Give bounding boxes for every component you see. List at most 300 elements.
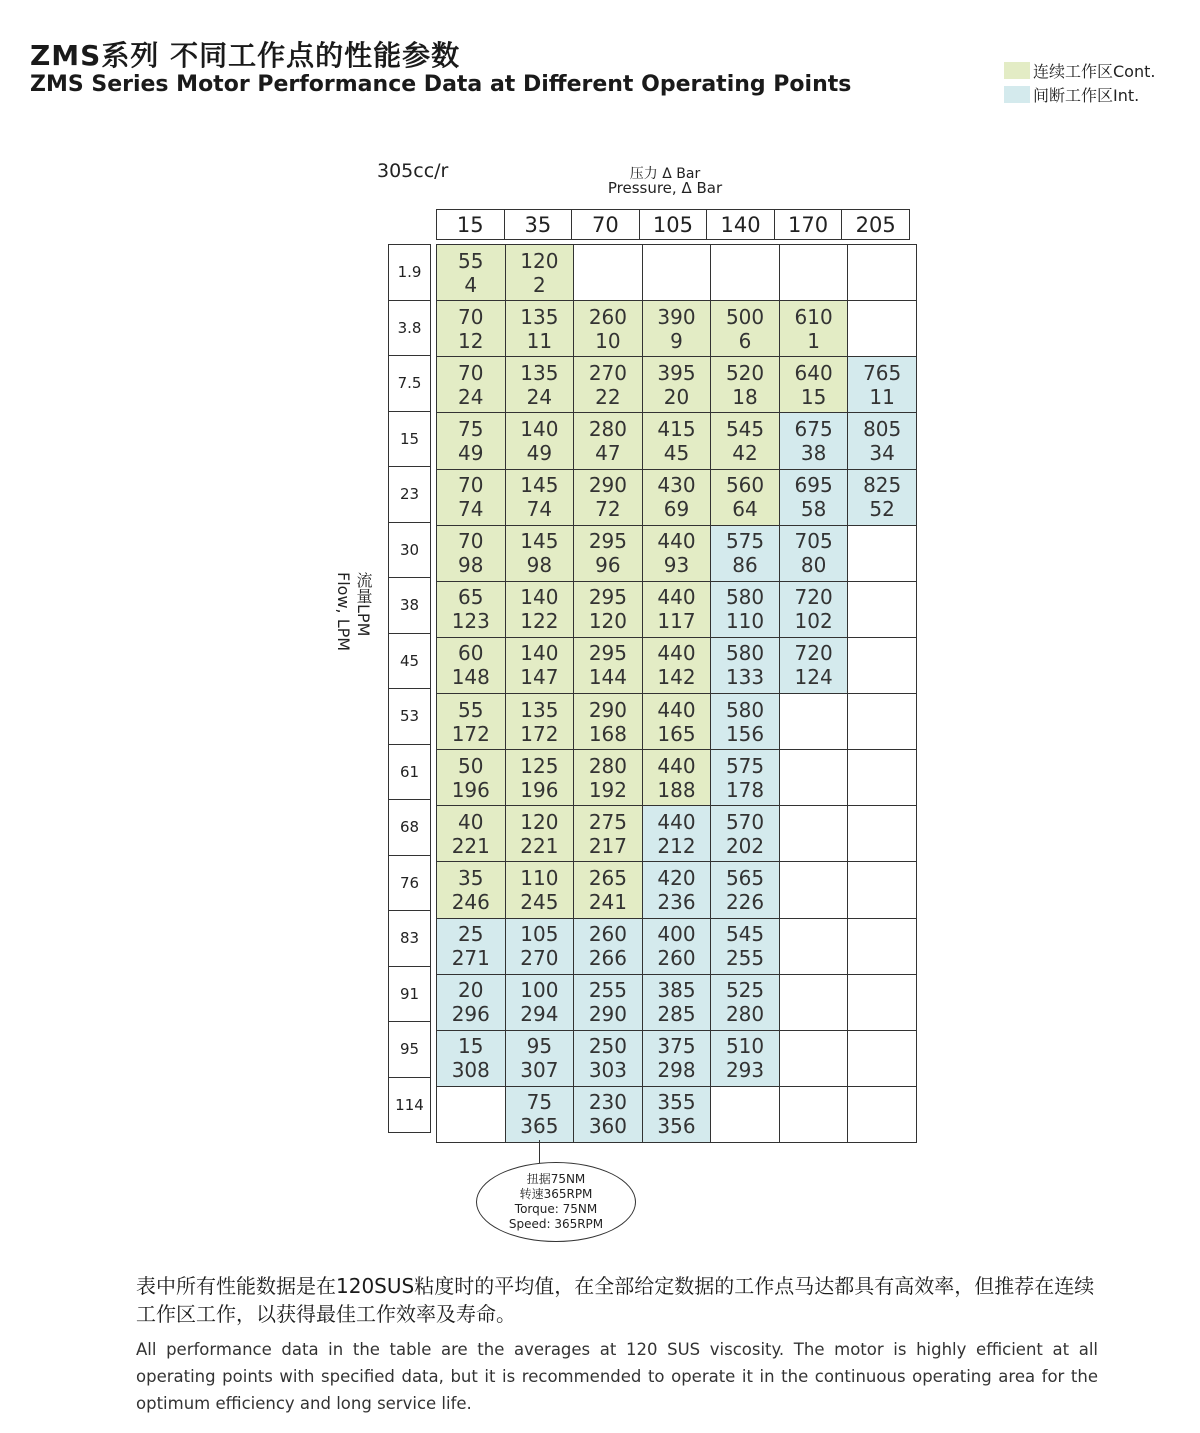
cell-speed: 11 [869,384,895,409]
cell-torque: 280 [588,753,627,778]
cell-speed: 64 [732,497,758,522]
table-cell [506,582,575,638]
cell-torque: 575 [725,753,765,778]
cell-torque: 60 [458,641,484,666]
cell-speed: 271 [451,946,490,971]
table-cell [437,694,506,750]
cell-torque: 580 [725,585,765,610]
cell-speed: 10 [595,328,621,353]
cell-speed: 192 [588,777,627,802]
cell-torque: 825 [863,473,902,498]
cell-torque: 545 [725,922,765,947]
cell-torque: 125 [520,753,559,778]
table-cell [711,694,780,750]
table-cell [780,245,849,301]
table-cell [437,975,506,1031]
table-cell [643,582,712,638]
cell-speed: 4 [464,272,478,297]
table-cell [506,919,575,975]
flow-header-cell: 3.8 [388,300,431,357]
cell-torque: 135 [520,360,559,385]
table-cell [711,245,780,301]
cell-speed: 236 [657,889,696,914]
cell-speed: 212 [657,833,696,858]
cell-speed: 69 [663,497,690,522]
flow-header-cell: 1.9 [388,244,431,301]
table-cell [711,526,780,582]
table-cell [574,301,643,357]
cell-speed: 294 [520,1002,559,1027]
cell-speed: 49 [526,440,553,465]
cell-torque: 290 [588,473,627,498]
table-cell [780,413,849,469]
pressure-header-cell: 140 [706,209,775,240]
flow-axis-label [333,572,373,651]
table-cell [780,470,849,526]
table-cell [848,750,917,806]
cell-speed: 246 [451,889,490,914]
cell-torque: 675 [794,416,833,441]
cell-torque: 695 [794,473,833,498]
performance-table [436,244,917,1143]
cell-speed: 11 [526,328,553,353]
cell-torque: 500 [725,304,765,329]
table-cell [711,582,780,638]
cell-torque: 355 [657,1090,696,1115]
table-cell [780,1031,849,1087]
flow-header-cell: 83 [388,910,431,967]
table-cell [574,919,643,975]
cell-speed: 356 [657,1114,696,1139]
cell-torque: 110 [520,865,559,890]
cell-speed: 217 [588,833,627,858]
cell-speed: 12 [458,328,484,353]
table-cell [848,975,917,1031]
cell-torque: 55 [458,248,484,273]
flow-header-cell: 45 [388,633,431,690]
cell-speed: 360 [588,1114,627,1139]
cell-speed: 303 [588,1058,627,1083]
table-cell [437,750,506,806]
table-cell [643,862,712,918]
cell-torque: 100 [520,978,559,1003]
cell-speed: 172 [520,721,559,746]
cell-speed: 142 [657,665,696,690]
cell-speed: 18 [732,384,758,409]
table-cell [506,526,575,582]
table-cell [506,862,575,918]
cell-speed: 165 [657,721,696,746]
flow-header-cell: 91 [388,966,431,1023]
cell-speed: 22 [595,384,621,409]
cell-torque: 640 [794,360,833,385]
callout-bubble [476,1162,636,1242]
cell-torque: 70 [458,304,484,329]
table-cell [437,919,506,975]
cell-speed: 307 [520,1058,559,1083]
cell-torque: 295 [588,529,627,554]
table-cell [506,245,575,301]
table-cell [780,526,849,582]
cell-speed: 45 [663,440,690,465]
cell-torque: 70 [458,529,484,554]
flow-header-cell: 53 [388,688,431,745]
cell-torque: 145 [520,529,559,554]
table-cell [437,862,506,918]
cell-speed: 42 [732,440,758,465]
table-cell [574,862,643,918]
table-cell [506,413,575,469]
cell-torque: 545 [725,416,765,441]
cell-torque: 140 [520,641,559,666]
table-cell [711,413,780,469]
cell-speed: 196 [520,777,559,802]
callout-torque-cn: 扭据75NM [526,1172,586,1186]
table-cell [848,301,917,357]
cell-speed: 86 [732,553,758,578]
cell-torque: 145 [520,473,559,498]
table-cell [711,470,780,526]
pressure-header-cell: 105 [639,209,708,240]
table-cell [848,245,917,301]
callout-speed-cn: 转速365RPM [519,1187,593,1201]
table-cell [848,526,917,582]
flow-header-cell: 23 [388,466,431,523]
cell-torque: 55 [458,697,484,722]
flow-header-cell: 30 [388,522,431,579]
table-cell [437,638,506,694]
cell-torque: 25 [458,922,484,947]
flow-header-column [388,244,431,1133]
cell-speed: 117 [657,609,696,634]
table-cell [506,301,575,357]
callout-speed-en: Speed: 365RPM [508,1217,604,1231]
table-cell [506,638,575,694]
cell-torque: 705 [794,529,833,554]
cell-torque: 610 [794,304,833,329]
cell-torque: 70 [458,360,484,385]
table-cell [506,1031,575,1087]
cell-torque: 520 [725,360,765,385]
table-cell [711,357,780,413]
cell-torque: 375 [657,1034,696,1059]
table-cell [506,806,575,862]
table-cell [506,1087,575,1143]
cell-torque: 265 [588,865,627,890]
cell-torque: 570 [725,809,765,834]
table-cell [780,638,849,694]
pressure-header-cell: 70 [571,209,640,240]
table-cell [574,413,643,469]
cell-speed: 110 [725,609,765,634]
cell-speed: 124 [794,665,833,690]
pressure-header-row [436,209,910,240]
page-title-en: ZMS Series Motor Performance Data at Different Operating Points [30,72,852,97]
page-title-cn: ZMS系列 不同工作点的性能参数 [30,39,461,72]
legend-label-int: 间断工作区Int. [1033,85,1140,105]
table-cell [506,694,575,750]
cell-torque: 255 [588,978,627,1003]
cell-torque: 440 [657,809,696,834]
cell-speed: 221 [451,833,490,858]
table-cell [643,919,712,975]
table-cell [780,750,849,806]
pressure-label-cn: 压力 Δ Bar [629,166,701,182]
cell-speed: 49 [458,440,484,465]
table-cell [643,245,712,301]
cell-torque: 120 [520,809,559,834]
cell-torque: 295 [588,585,627,610]
cell-torque: 140 [520,416,559,441]
table-cell [437,301,506,357]
table-cell [848,470,917,526]
table-cell [711,806,780,862]
cell-torque: 420 [657,865,696,890]
table-cell [437,470,506,526]
cell-speed: 98 [458,553,484,578]
cell-torque: 70 [458,473,484,498]
cell-speed: 226 [725,889,765,914]
cell-speed: 123 [451,609,490,634]
table-cell [848,694,917,750]
table-cell [643,694,712,750]
table-cell [574,1031,643,1087]
cell-speed: 270 [520,946,559,971]
table-cell [711,301,780,357]
legend-item-int [1004,82,1155,106]
cell-speed: 120 [588,609,627,634]
table-cell [437,526,506,582]
flow-header-cell: 95 [388,1021,431,1078]
cell-torque: 135 [520,697,559,722]
cell-speed: 148 [451,665,490,690]
cell-speed: 188 [657,777,696,802]
table-cell [437,1031,506,1087]
cell-speed: 38 [800,440,827,465]
cell-torque: 135 [520,304,559,329]
table-cell [643,750,712,806]
cell-torque: 415 [657,416,696,441]
table-cell [437,245,506,301]
pressure-header-cell: 205 [841,209,910,240]
cell-torque: 140 [520,585,559,610]
table-cell [574,694,643,750]
cell-torque: 230 [588,1090,627,1115]
legend-label-cont: 连续工作区Cont. [1033,61,1156,81]
cell-torque: 440 [657,529,696,554]
flow-header-cell: 114 [388,1077,431,1134]
cell-speed: 255 [725,946,765,971]
cell-speed: 221 [520,833,559,858]
table-cell [848,1087,917,1143]
cell-torque: 120 [520,248,559,273]
note-cn: 表中所有性能数据是在120SUS粘度时的平均值，在全部给定数据的工作点马达都具有高效率，但推荐在连续工作区工作，以获得最佳工作效率及寿命。 [136,1274,1095,1326]
table-cell [643,357,712,413]
cell-torque: 65 [458,585,484,610]
cell-torque: 105 [520,922,559,947]
cell-torque: 525 [725,978,765,1003]
table-cell [643,806,712,862]
callout-torque-en: Torque: 75NM [514,1202,598,1216]
cell-speed: 1 [807,328,820,353]
table-cell [643,470,712,526]
cell-speed: 260 [657,946,696,971]
cell-torque: 560 [725,473,765,498]
flow-header-cell: 7.5 [388,355,431,412]
cell-speed: 9 [670,328,683,353]
cell-torque: 390 [657,304,696,329]
cell-torque: 765 [863,360,902,385]
cell-torque: 565 [725,865,765,890]
cell-torque: 75 [458,416,484,441]
table-cell [574,806,643,862]
table-cell [711,638,780,694]
cell-torque: 250 [588,1034,627,1059]
legend-swatch-int [1004,86,1030,103]
table-cell [574,638,643,694]
cell-torque: 35 [458,865,484,890]
cell-speed: 280 [725,1002,765,1027]
cell-speed: 202 [725,833,765,858]
cell-torque: 40 [458,809,484,834]
cell-speed: 93 [663,553,690,578]
cell-torque: 430 [657,473,696,498]
cell-torque: 280 [588,416,627,441]
cell-speed: 74 [458,497,484,522]
pressure-header-cell: 170 [774,209,843,240]
table-cell [643,413,712,469]
cell-torque: 290 [588,697,627,722]
cell-speed: 172 [451,721,490,746]
cell-speed: 168 [588,721,627,746]
table-cell [780,694,849,750]
table-cell [711,1087,780,1143]
cell-speed: 98 [526,553,553,578]
cell-torque: 270 [588,360,627,385]
table-cell [574,357,643,413]
cell-speed: 15 [800,384,827,409]
table-cell [848,862,917,918]
table-cell [643,301,712,357]
table-cell [506,975,575,1031]
table-cell [711,919,780,975]
table-cell [711,750,780,806]
pressure-header-cell: 15 [436,209,505,240]
table-cell [848,638,917,694]
cell-speed: 241 [588,889,627,914]
cell-torque: 95 [526,1034,553,1059]
table-cell [711,1031,780,1087]
table-cell [848,806,917,862]
cell-speed: 293 [725,1058,765,1083]
table-cell [711,975,780,1031]
table-cell [848,413,917,469]
table-cell [574,470,643,526]
table-cell [506,750,575,806]
legend-item-cont [1004,58,1155,82]
displacement-label: 305cc/r [377,160,449,182]
table-cell [574,975,643,1031]
table-cell [574,245,643,301]
cell-speed: 133 [725,665,765,690]
cell-torque: 805 [863,416,902,441]
table-cell [848,1031,917,1087]
cell-speed: 20 [663,384,690,409]
table-cell [780,357,849,413]
cell-speed: 245 [520,889,559,914]
cell-torque: 400 [657,922,696,947]
table-cell [848,582,917,638]
cell-speed: 178 [725,777,765,802]
cell-speed: 74 [526,497,553,522]
flow-label-en: Flow, LPM [334,572,353,652]
table-cell [848,919,917,975]
table-cell [574,1087,643,1143]
cell-torque: 580 [725,641,765,666]
cell-speed: 24 [458,384,484,409]
cell-torque: 440 [657,585,696,610]
cell-speed: 156 [725,721,765,746]
cell-torque: 395 [657,360,696,385]
cell-torque: 580 [725,697,765,722]
table-cell [848,357,917,413]
table-cell [643,1031,712,1087]
cell-speed: 122 [520,609,559,634]
cell-torque: 50 [458,753,484,778]
cell-speed: 285 [657,1002,696,1027]
table-cell [780,806,849,862]
cell-speed: 365 [520,1114,559,1139]
cell-torque: 260 [588,922,627,947]
cell-speed: 24 [526,384,553,409]
cell-speed: 72 [595,497,621,522]
table-cell [711,862,780,918]
pressure-header-cell: 35 [504,209,573,240]
note-en: All performance data in the table are the averages at 120 SUS viscosity. The motor is highly efficient at all operating points with specified data, but it is recommended to operate it in the continuous operating area for the optimum efficiency and long service life. [136,1340,1098,1413]
cell-torque: 15 [458,1034,484,1059]
flow-header-cell: 15 [388,411,431,468]
table-cell [780,862,849,918]
legend-swatch-cont [1004,62,1030,79]
cell-speed: 298 [657,1058,696,1083]
table-cell [506,357,575,413]
cell-torque: 720 [794,641,833,666]
table-cell [780,301,849,357]
cell-speed: 58 [800,497,827,522]
cell-speed: 144 [588,665,627,690]
cell-torque: 385 [657,978,696,1003]
cell-torque: 20 [458,978,484,1003]
table-cell [437,357,506,413]
cell-torque: 75 [526,1090,553,1115]
cell-speed: 266 [588,946,627,971]
flow-header-cell: 76 [388,855,431,912]
cell-torque: 720 [794,585,833,610]
table-cell [780,582,849,638]
cell-torque: 260 [588,304,627,329]
table-cell [643,526,712,582]
cell-speed: 47 [595,440,621,465]
cell-torque: 440 [657,697,696,722]
table-cell [780,919,849,975]
flow-label-cn: 流量LPM [354,572,373,637]
table-cell [506,470,575,526]
cell-speed: 52 [869,497,895,522]
pressure-label-en: Pressure, Δ Bar [607,179,723,197]
cell-speed: 296 [451,1002,490,1027]
flow-header-cell: 38 [388,577,431,634]
cell-torque: 440 [657,641,696,666]
